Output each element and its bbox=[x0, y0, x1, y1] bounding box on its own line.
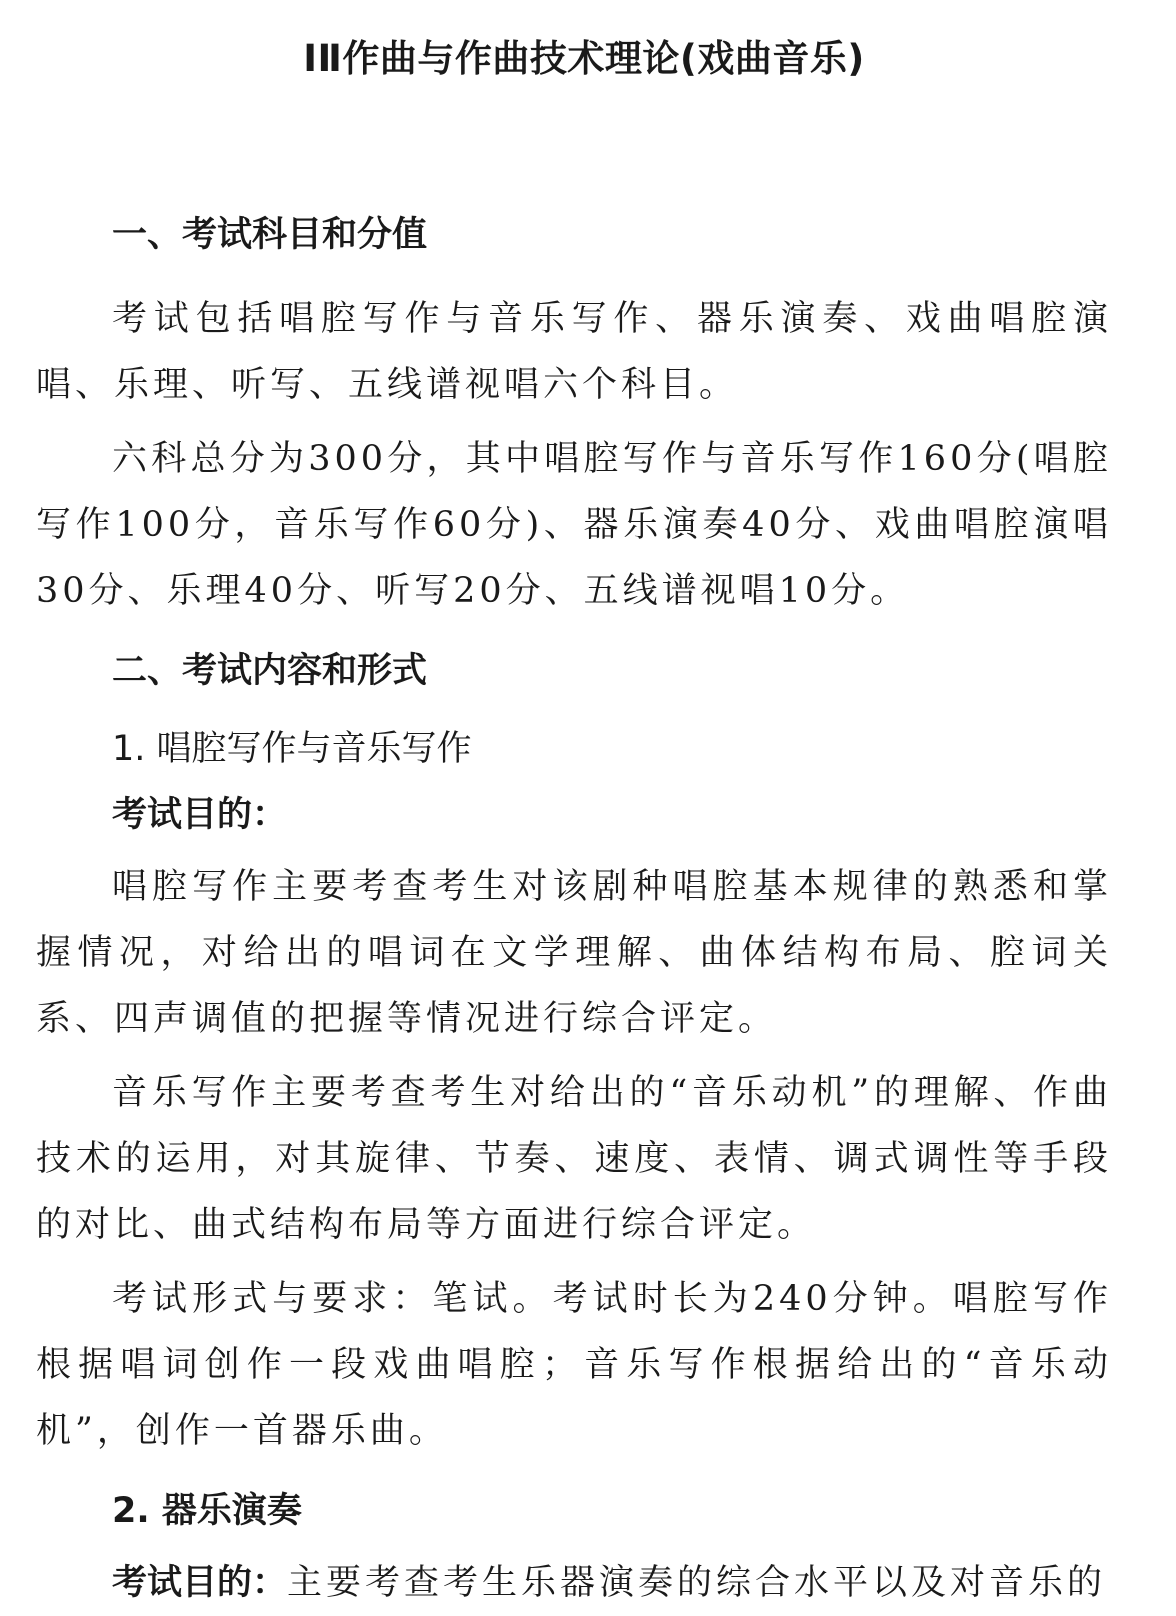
paragraph-aria-writing: 唱腔写作主要考查考生对该剧种唱腔基本规律的熟悉和掌握情况，对给出的唱词在文学理解、曲体结构布局、腔词关系、四声调值的把握等情况进行综合评定。 bbox=[36, 867, 1112, 1039]
text-instrumental-purpose: 主要考查考生乐器演奏的综合水平以及对音乐的 bbox=[287, 1563, 1107, 1603]
paragraph-instrumental-purpose bbox=[36, 1550, 1112, 1616]
document-title: ⅠⅡ作曲与作曲技术理论(戏曲音乐) bbox=[303, 37, 865, 80]
section-heading-content-format: 二、考试内容和形式 bbox=[112, 651, 428, 691]
subheading-instrumental-performance: 2. 器乐演奏 bbox=[112, 1491, 302, 1531]
subheading-aria-music-writing: 1. 唱腔写作与音乐写作 bbox=[112, 729, 472, 769]
paragraph-exam-format: 考试形式与要求：笔试。考试时长为240分钟。唱腔写作根据唱词创作一段戏曲唱腔；音乐写作根据给出的“音乐动机”，创作一首器乐曲。 bbox=[36, 1279, 1112, 1451]
label-exam-purpose-2: 考试目的： bbox=[112, 1563, 288, 1603]
paragraph-music-writing: 音乐写作主要考查考生对给出的“音乐动机”的理解、作曲技术的运用，对其旋律、节奏、速度、表情、调式调性等手段的对比、曲式结构布局等方面进行综合评定。 bbox=[36, 1073, 1112, 1245]
label-exam-purpose: 考试目的： bbox=[112, 795, 288, 835]
section-heading-subjects-scores: 一、考试科目和分值 bbox=[112, 215, 428, 255]
paragraph-scores: 六科总分为300分，其中唱腔写作与音乐写作160分(唱腔写作100分，音乐写作60分)、器乐演奏40分、戏曲唱腔演唱30分、乐理40分、听写20分、五线谱视唱10分。 bbox=[36, 439, 1112, 611]
paragraph-subjects: 考试包括唱腔写作与音乐写作、器乐演奏、戏曲唱腔演唱、乐理、听写、五线谱视唱六个科目。 bbox=[36, 299, 1112, 405]
